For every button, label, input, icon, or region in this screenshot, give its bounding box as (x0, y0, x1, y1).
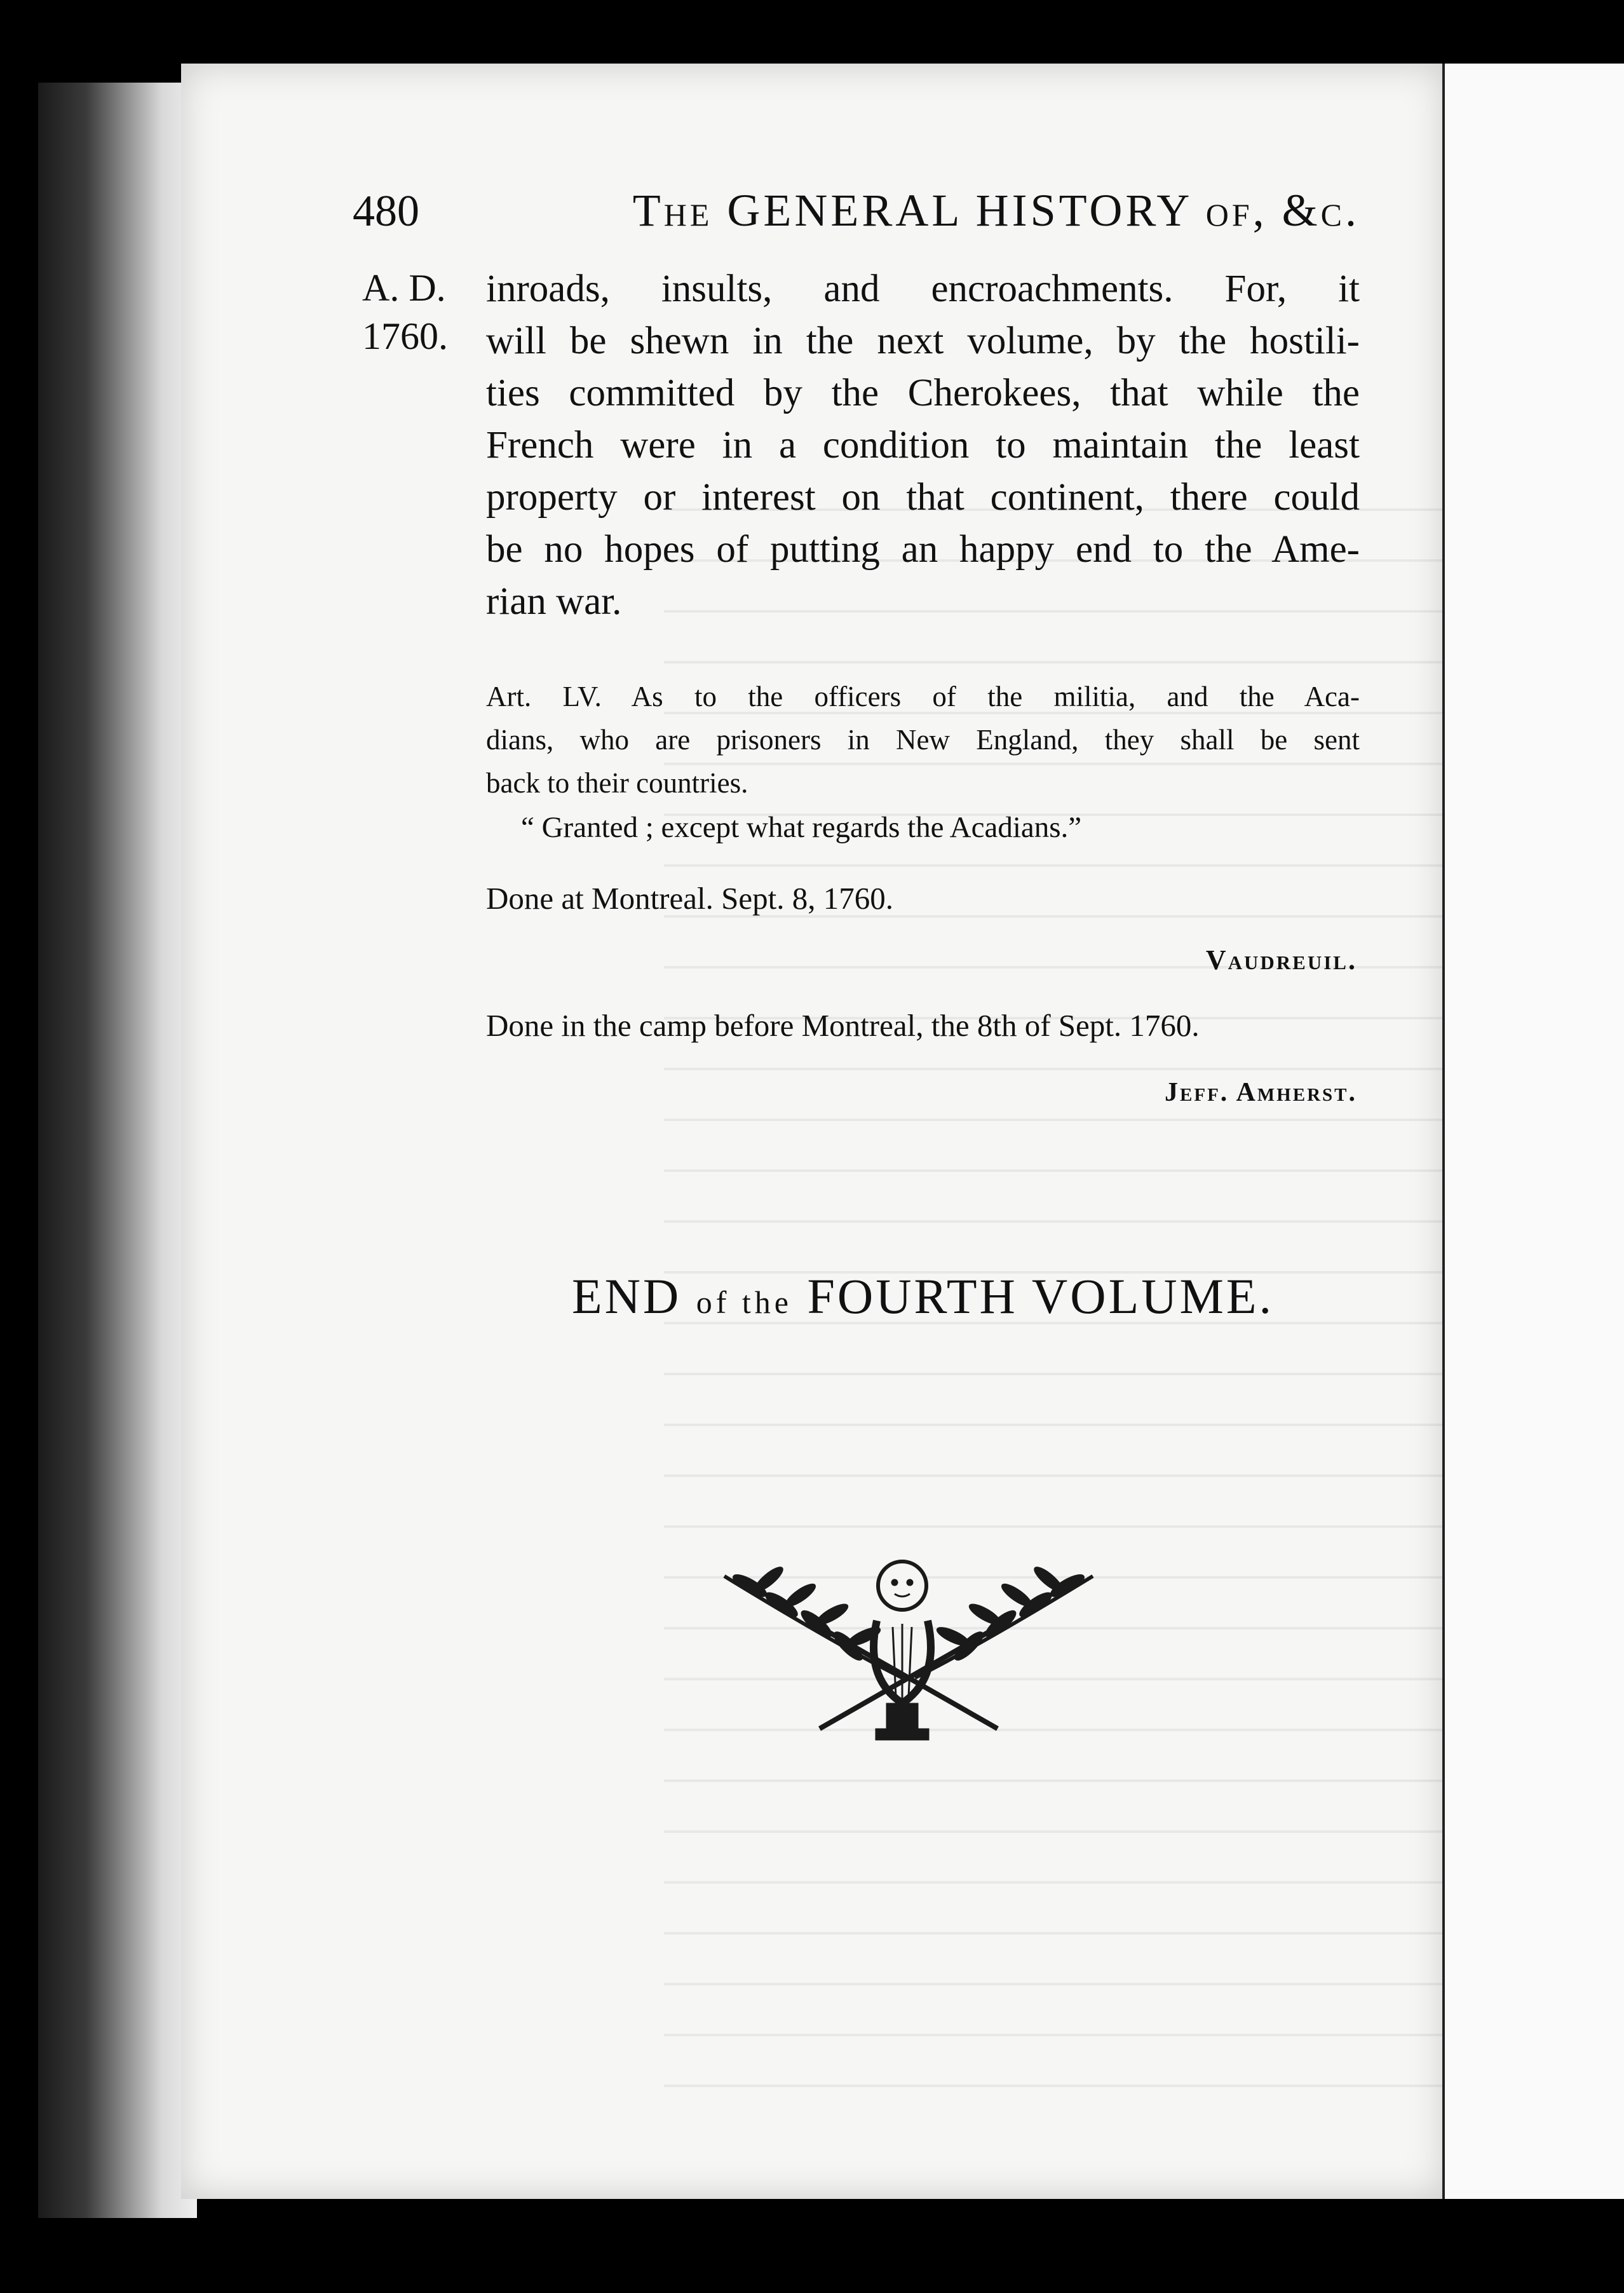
page-header (353, 184, 1360, 248)
body-line: ties committed by the Cherokees, that while the (486, 372, 1360, 414)
body-line: will be shewn in the next volume, by the hostili- (486, 320, 1360, 362)
volume-label: FOURTH VOLUME. (807, 1269, 1275, 1324)
done-in-camp: Done in the camp before Montreal, the 8th of Sept. 1760. (486, 1008, 1200, 1043)
margin-date-line-1: A. D. (362, 267, 446, 309)
body-line: be no hopes of putting an happy end to the Ame- (486, 528, 1360, 571)
article-line: back to their countries. (486, 767, 748, 799)
body-line: inroads, insults, and encroachments. For, it (486, 268, 1360, 310)
scan-left-edge (38, 83, 197, 2218)
body-line: property or interest on that continent, there could (486, 476, 1360, 519)
margin-date-line-2: 1760. (362, 315, 448, 357)
signature-vaudreuil: Vaudreuil. (1205, 944, 1357, 976)
signature-amherst: Jeff. Amherst. (1165, 1078, 1357, 1107)
scan-right-margin (1442, 64, 1624, 2199)
page-number: 480 (353, 187, 419, 236)
article-response: “ Granted ; except what regards the Acadians.” (521, 811, 1082, 844)
end-connector: of the (696, 1284, 792, 1320)
article-line: dians, who are prisoners in New England, they shall be sent (486, 724, 1360, 756)
done-at-montreal: Done at Montreal. Sept. 8, 1760. (486, 881, 893, 916)
running-title: The GENERAL HISTORY of, &c. (632, 185, 1360, 236)
margin-date-note (362, 264, 448, 360)
end-word: END (571, 1269, 682, 1324)
end-of-volume (486, 1268, 1360, 1325)
lyre-laurel-ornament-icon (712, 1551, 1106, 1760)
body-line: rian war. (486, 580, 622, 623)
article-line: Art. LV. As to the officers of the militia, and the Aca- (486, 681, 1360, 712)
body-line: French were in a condition to maintain the least (486, 424, 1360, 466)
